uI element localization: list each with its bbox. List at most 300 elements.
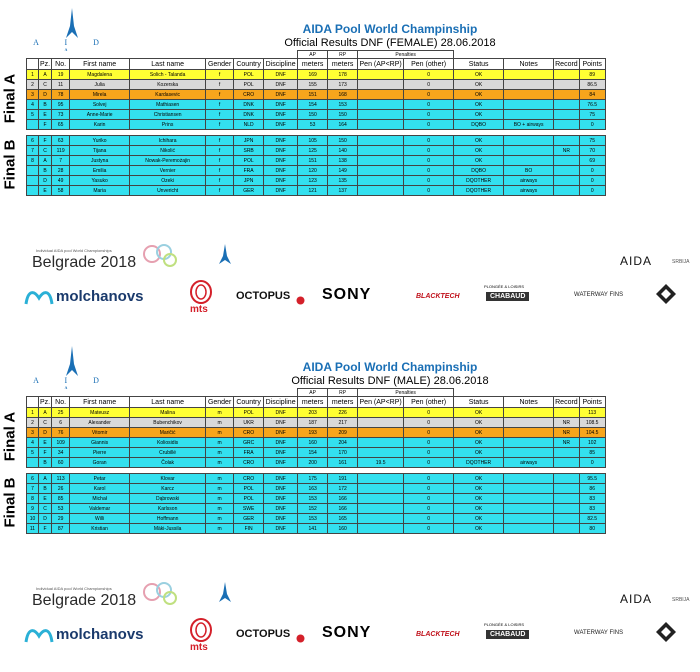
cell-record <box>554 408 580 418</box>
cell-record <box>554 504 580 514</box>
cell-first: Tijana <box>70 146 130 156</box>
cell-no: 49 <box>52 176 70 186</box>
cell-rp: 160 <box>328 524 358 534</box>
cell-last: Unvericht <box>130 186 206 196</box>
cell-status: OK <box>454 484 504 494</box>
cell-pen_ap <box>358 156 404 166</box>
cell-notes: BO + airways <box>504 120 554 130</box>
column-header: Last name <box>130 59 206 70</box>
table-subheader-row <box>27 51 606 59</box>
cell-points: 70 <box>579 146 605 156</box>
column-header: Pz. <box>40 398 51 406</box>
cell-first: Mateusz <box>70 408 130 418</box>
cell-country: CRO <box>234 474 264 484</box>
cell-last: Mathiasen <box>130 100 206 110</box>
cell-notes <box>504 156 554 166</box>
cell-lane: C <box>39 80 52 90</box>
molchanovs-logo: molchanovs <box>56 288 144 305</box>
cell-record: NR <box>554 418 580 428</box>
table-row <box>27 166 606 176</box>
column-header: Discipline <box>264 59 298 70</box>
cell-gender: m <box>206 418 234 428</box>
sport-fins-icon <box>656 284 676 311</box>
olympic-rings-icon <box>140 580 180 613</box>
cell-first: Emilia <box>70 166 130 176</box>
sony-logo: SONY <box>322 624 372 641</box>
cell-points: 84 <box>579 90 605 100</box>
cell-notes <box>504 70 554 80</box>
cell-pen_other: 0 <box>404 186 454 196</box>
cell-pen_other: 0 <box>404 474 454 484</box>
cell-country: JPN <box>234 176 264 186</box>
cell-pen_other: 0 <box>404 176 454 186</box>
column-header: Pen (other) <box>404 59 454 70</box>
cell-ap: 141 <box>298 524 328 534</box>
molchanovs-icon <box>24 624 54 649</box>
chabaud-logo: CHABAUD <box>486 292 529 301</box>
cell-points: 0 <box>579 458 605 468</box>
cell-lane: E <box>39 186 52 196</box>
table-row <box>27 100 606 110</box>
cell-notes <box>504 136 554 146</box>
chabaud-top-text: PLONGÉE & LOISIRS <box>484 622 525 627</box>
cell-no: 95 <box>52 100 70 110</box>
cell-points: 95.5 <box>579 474 605 484</box>
cell-pz: 8 <box>27 156 39 166</box>
cell-points: 76.5 <box>579 100 605 110</box>
cell-pz: 4 <box>27 438 39 448</box>
cell-first: Vitomir <box>70 428 130 438</box>
cell-first: Giannis <box>70 438 130 448</box>
cell-lane: B <box>39 166 52 176</box>
cell-lane: D <box>39 428 52 438</box>
cell-pen_ap <box>358 448 404 458</box>
cell-disc: DNF <box>264 524 298 534</box>
cell-ap: 187 <box>298 418 328 428</box>
cell-pen_ap <box>358 70 404 80</box>
cell-status: OK <box>454 448 504 458</box>
table-row <box>27 120 606 130</box>
cell-pen_ap <box>358 110 404 120</box>
cell-gender: f <box>206 186 234 196</box>
cell-rp: 204 <box>328 438 358 448</box>
cell-pen_other: 0 <box>404 146 454 156</box>
cell-points: 89 <box>579 70 605 80</box>
cell-notes <box>504 438 554 448</box>
cell-pen_other: 0 <box>404 120 454 130</box>
table-row <box>27 474 606 484</box>
cell-notes <box>504 514 554 524</box>
cell-lane: A <box>39 70 52 80</box>
cell-pz: 5 <box>27 448 39 458</box>
cell-country: POL <box>234 494 264 504</box>
cell-pen_other: 0 <box>404 136 454 146</box>
cell-gender: f <box>206 146 234 156</box>
cell-rp: 138 <box>328 156 358 166</box>
cell-pz: 8 <box>27 494 39 504</box>
cell-no: 53 <box>52 504 70 514</box>
cell-disc: DNF <box>264 80 298 90</box>
cell-status: OK <box>454 428 504 438</box>
cell-ap: 125 <box>298 146 328 156</box>
cell-last: Kozerska <box>130 80 206 90</box>
cell-pen_ap <box>358 120 404 130</box>
cell-rp: 191 <box>328 474 358 484</box>
cell-ap: 175 <box>298 474 328 484</box>
cell-pz: 4 <box>27 100 39 110</box>
cell-no: 78 <box>52 90 70 100</box>
column-header: First name <box>70 59 130 70</box>
cell-ap: 200 <box>298 458 328 468</box>
cell-pen_ap <box>358 494 404 504</box>
cell-points: 0 <box>579 120 605 130</box>
cell-disc: DNF <box>264 90 298 100</box>
cell-first: Mirela <box>70 90 130 100</box>
cell-notes: BO <box>504 166 554 176</box>
cell-record <box>554 90 580 100</box>
cell-pz: 6 <box>27 136 39 146</box>
cell-points: 75 <box>579 136 605 146</box>
cell-country: JPN <box>234 136 264 146</box>
cell-no: 7 <box>52 156 70 166</box>
cell-pen_other: 0 <box>404 110 454 120</box>
cell-record: NR <box>554 146 580 156</box>
column-header: Notes <box>504 59 554 70</box>
aida-srbija-logo: AIDA <box>620 592 653 606</box>
cell-rp: 140 <box>328 146 358 156</box>
aida-logo-text: A I D <box>33 376 111 385</box>
rank-header-blank <box>27 59 39 70</box>
cell-last: Christiansen <box>130 110 206 120</box>
aida-logo <box>22 346 122 390</box>
cell-first: Julia <box>70 80 130 90</box>
cell-lane: F <box>39 524 52 534</box>
cell-ap: 153 <box>298 494 328 504</box>
cell-points: 83 <box>579 504 605 514</box>
cell-notes <box>504 428 554 438</box>
cell-pen_other: 0 <box>404 524 454 534</box>
cell-rp: 149 <box>328 166 358 176</box>
cell-no: 65 <box>52 120 70 130</box>
cell-lane: A <box>39 474 52 484</box>
cell-record <box>554 186 580 196</box>
octopus-dot-icon <box>296 630 305 648</box>
cell-ap: 123 <box>298 176 328 186</box>
cell-first: Alexander <box>70 418 130 428</box>
cell-pen_ap: 19.5 <box>358 458 404 468</box>
cell-pz: 9 <box>27 504 39 514</box>
column-header: First name <box>70 397 130 408</box>
rp-subheader: RP <box>328 51 358 59</box>
cell-pen_ap <box>358 524 404 534</box>
cell-lane: C <box>39 418 52 428</box>
cell-last: Crubillé <box>130 448 206 458</box>
column-header: Discipline <box>264 397 298 408</box>
cell-no: 28 <box>52 166 70 176</box>
cell-pen_other: 0 <box>404 458 454 468</box>
cell-pen_other: 0 <box>404 156 454 166</box>
cell-status: OK <box>454 156 504 166</box>
octopus-logo: OCTOPUS <box>236 628 291 640</box>
cell-last: Bubenchikov <box>130 418 206 428</box>
cell-disc: DNF <box>264 458 298 468</box>
rp-subheader: RP <box>328 389 358 397</box>
cell-lane: D <box>39 90 52 100</box>
cell-no: 109 <box>52 438 70 448</box>
cell-status: OK <box>454 474 504 484</box>
cell-lane: C <box>39 146 52 156</box>
cell-ap: 163 <box>298 484 328 494</box>
octopus-logo: OCTOPUS <box>236 290 291 302</box>
cell-record <box>554 514 580 524</box>
cell-ap: 193 <box>298 428 328 438</box>
cell-no: 87 <box>52 524 70 534</box>
column-header: Gender <box>206 59 234 70</box>
cell-record <box>554 70 580 80</box>
cell-country: POL <box>234 484 264 494</box>
cell-disc: DNF <box>264 514 298 524</box>
cell-rp: 168 <box>328 90 358 100</box>
page-title: AIDA Pool World Champinship <box>302 22 478 36</box>
cell-country: POL <box>234 408 264 418</box>
cell-record <box>554 166 580 176</box>
cell-notes <box>504 408 554 418</box>
cell-notes <box>504 484 554 494</box>
cell-rp: 137 <box>328 186 358 196</box>
cell-disc: DNF <box>264 176 298 186</box>
final-b-label: Final B <box>1 139 19 190</box>
cell-pen_ap <box>358 514 404 524</box>
cell-pen_ap <box>358 408 404 418</box>
cell-rp: 172 <box>328 484 358 494</box>
table-row <box>27 90 606 100</box>
cell-pz: 10 <box>27 514 39 524</box>
cell-last: Nowak-Peremożajin <box>130 156 206 166</box>
cell-status: OK <box>454 504 504 514</box>
cell-points: 69 <box>579 156 605 166</box>
cell-record: NR <box>554 428 580 438</box>
ap-subheader: AP <box>298 389 328 397</box>
column-header: meters <box>298 397 328 408</box>
belgrade-caption: Individual AIDA pool World Championships <box>36 248 112 253</box>
cell-pen_other: 0 <box>404 448 454 458</box>
cell-notes: airways <box>504 458 554 468</box>
cell-gender: m <box>206 448 234 458</box>
cell-country: POL <box>234 80 264 90</box>
cell-points: 80 <box>579 524 605 534</box>
table-row <box>27 70 606 80</box>
cell-status: OK <box>454 408 504 418</box>
cell-first: Willi <box>70 514 130 524</box>
cell-pz <box>27 458 39 468</box>
column-header: Record <box>555 398 578 406</box>
cell-first: Yuriko <box>70 136 130 146</box>
cell-rp: 150 <box>328 136 358 146</box>
cell-lane: B <box>39 458 52 468</box>
column-header: meters <box>298 59 328 70</box>
cell-rp: 209 <box>328 428 358 438</box>
cell-gender: f <box>206 100 234 110</box>
cell-last: Mäki-Jussila <box>130 524 206 534</box>
cell-lane: A <box>39 156 52 166</box>
cell-pen_ap <box>358 428 404 438</box>
cell-no: 29 <box>52 514 70 524</box>
cell-no: 60 <box>52 458 70 468</box>
cell-record <box>554 494 580 504</box>
cell-country: DNK <box>234 110 264 120</box>
cell-gender: f <box>206 136 234 146</box>
cell-pen_ap <box>358 136 404 146</box>
cell-points: 102 <box>579 438 605 448</box>
results-section-female <box>0 0 700 334</box>
mts-logo: mts <box>190 642 208 653</box>
cell-notes <box>504 504 554 514</box>
cell-notes <box>504 80 554 90</box>
cell-first: Kristian <box>70 524 130 534</box>
cell-gender: m <box>206 408 234 418</box>
aida-srbija-sub: SRBIJA <box>672 259 690 265</box>
cell-ap: 160 <box>298 438 328 448</box>
cell-gender: f <box>206 90 234 100</box>
cell-status: OK <box>454 524 504 534</box>
cell-pen_ap <box>358 186 404 196</box>
cell-pz: 1 <box>27 408 39 418</box>
cell-pen_other: 0 <box>404 428 454 438</box>
cell-last: Nikolić <box>130 146 206 156</box>
cell-country: UKR <box>234 418 264 428</box>
cell-first: Anne-Marie <box>70 110 130 120</box>
column-header: Gender <box>206 397 234 408</box>
cell-pen_other: 0 <box>404 408 454 418</box>
cell-lane: D <box>39 514 52 524</box>
cell-record <box>554 100 580 110</box>
table-row <box>27 80 606 90</box>
cell-disc: DNF <box>264 438 298 448</box>
table-row <box>27 110 606 120</box>
cell-status: OK <box>454 494 504 504</box>
table-row <box>27 524 606 534</box>
cell-pen_other: 0 <box>404 494 454 504</box>
cell-no: 58 <box>52 186 70 196</box>
cell-gender: f <box>206 120 234 130</box>
cell-notes <box>504 100 554 110</box>
cell-lane: C <box>39 504 52 514</box>
column-header: meters <box>328 59 358 70</box>
cell-status: OK <box>454 80 504 90</box>
table-header-row <box>27 397 606 408</box>
cell-disc: DNF <box>264 186 298 196</box>
cell-ap: 105 <box>298 136 328 146</box>
belgrade-2018-logo: Belgrade 2018 <box>32 254 137 271</box>
table-row <box>27 448 606 458</box>
cell-pz: 11 <box>27 524 39 534</box>
cell-points: 0 <box>579 186 605 196</box>
penalties-subheader: Penalties <box>358 389 454 397</box>
cell-ap: 120 <box>298 166 328 176</box>
cell-status: OK <box>454 418 504 428</box>
cell-ap: 169 <box>298 70 328 80</box>
cell-pen_ap <box>358 504 404 514</box>
cell-country: NLD <box>234 120 264 130</box>
cell-no: 19 <box>52 70 70 80</box>
cell-pz: 1 <box>27 70 39 80</box>
cell-pen_ap <box>358 474 404 484</box>
ap-subheader: AP <box>298 51 328 59</box>
cell-rp: 178 <box>328 70 358 80</box>
belgrade-2018-logo: Belgrade 2018 <box>32 592 137 609</box>
cell-points: 75 <box>579 110 605 120</box>
sport-fins-icon <box>656 622 676 649</box>
table-row <box>27 458 606 468</box>
cell-gender: f <box>206 80 234 90</box>
cell-lane: F <box>39 448 52 458</box>
cell-gender: f <box>206 70 234 80</box>
cell-country: GRC <box>234 438 264 448</box>
cell-country: SRB <box>234 146 264 156</box>
cell-rp: 170 <box>328 448 358 458</box>
cell-points: 83 <box>579 494 605 504</box>
blacktech-logo: BLACKTECH <box>416 293 460 300</box>
molchanovs-logo: molchanovs <box>56 626 144 643</box>
cell-disc: DNF <box>264 146 298 156</box>
cell-pen_ap <box>358 90 404 100</box>
column-header: No. <box>52 397 70 408</box>
cell-country: SWE <box>234 504 264 514</box>
cell-last: Klovar <box>130 474 206 484</box>
cell-first: Karin <box>70 120 130 130</box>
cell-last: Maričić <box>130 428 206 438</box>
cell-pz <box>27 120 39 130</box>
cell-first: Solvej <box>70 100 130 110</box>
cell-points: 0 <box>579 166 605 176</box>
cell-disc: DNF <box>264 166 298 176</box>
cell-ap: 150 <box>298 110 328 120</box>
cell-notes: airways <box>504 176 554 186</box>
aida-spire-icon <box>66 346 78 376</box>
cell-last: Ichihara <box>130 136 206 146</box>
cell-last: Ozeki <box>130 176 206 186</box>
cell-disc: DNF <box>264 408 298 418</box>
cell-first: Yasuko <box>70 176 130 186</box>
cell-last: Dąbrowski <box>130 494 206 504</box>
cell-first: Justyna <box>70 156 130 166</box>
cell-status: OK <box>454 70 504 80</box>
cell-notes <box>504 146 554 156</box>
table-header-row <box>27 59 606 70</box>
cell-pen_other: 0 <box>404 484 454 494</box>
cell-rp: 166 <box>328 494 358 504</box>
cell-record <box>554 120 580 130</box>
cell-lane: A <box>39 408 52 418</box>
cell-disc: DNF <box>264 448 298 458</box>
aida-logo <box>22 8 122 52</box>
cell-gender: m <box>206 514 234 524</box>
cell-lane: D <box>39 176 52 186</box>
cell-pen_other: 0 <box>404 166 454 176</box>
cell-last: Čolak <box>130 458 206 468</box>
table-row <box>27 156 606 166</box>
cell-disc: DNF <box>264 484 298 494</box>
cell-status: DQBO <box>454 166 504 176</box>
rank-header-blank <box>27 397 39 408</box>
cell-points: 86.5 <box>579 80 605 90</box>
waterway-fins-logo: WATERWAY FINS <box>574 292 624 298</box>
aida-small-logo <box>205 244 245 273</box>
cell-status: OK <box>454 90 504 100</box>
cell-no: 11 <box>52 80 70 90</box>
cell-lane: B <box>39 484 52 494</box>
results-table <box>26 50 606 196</box>
